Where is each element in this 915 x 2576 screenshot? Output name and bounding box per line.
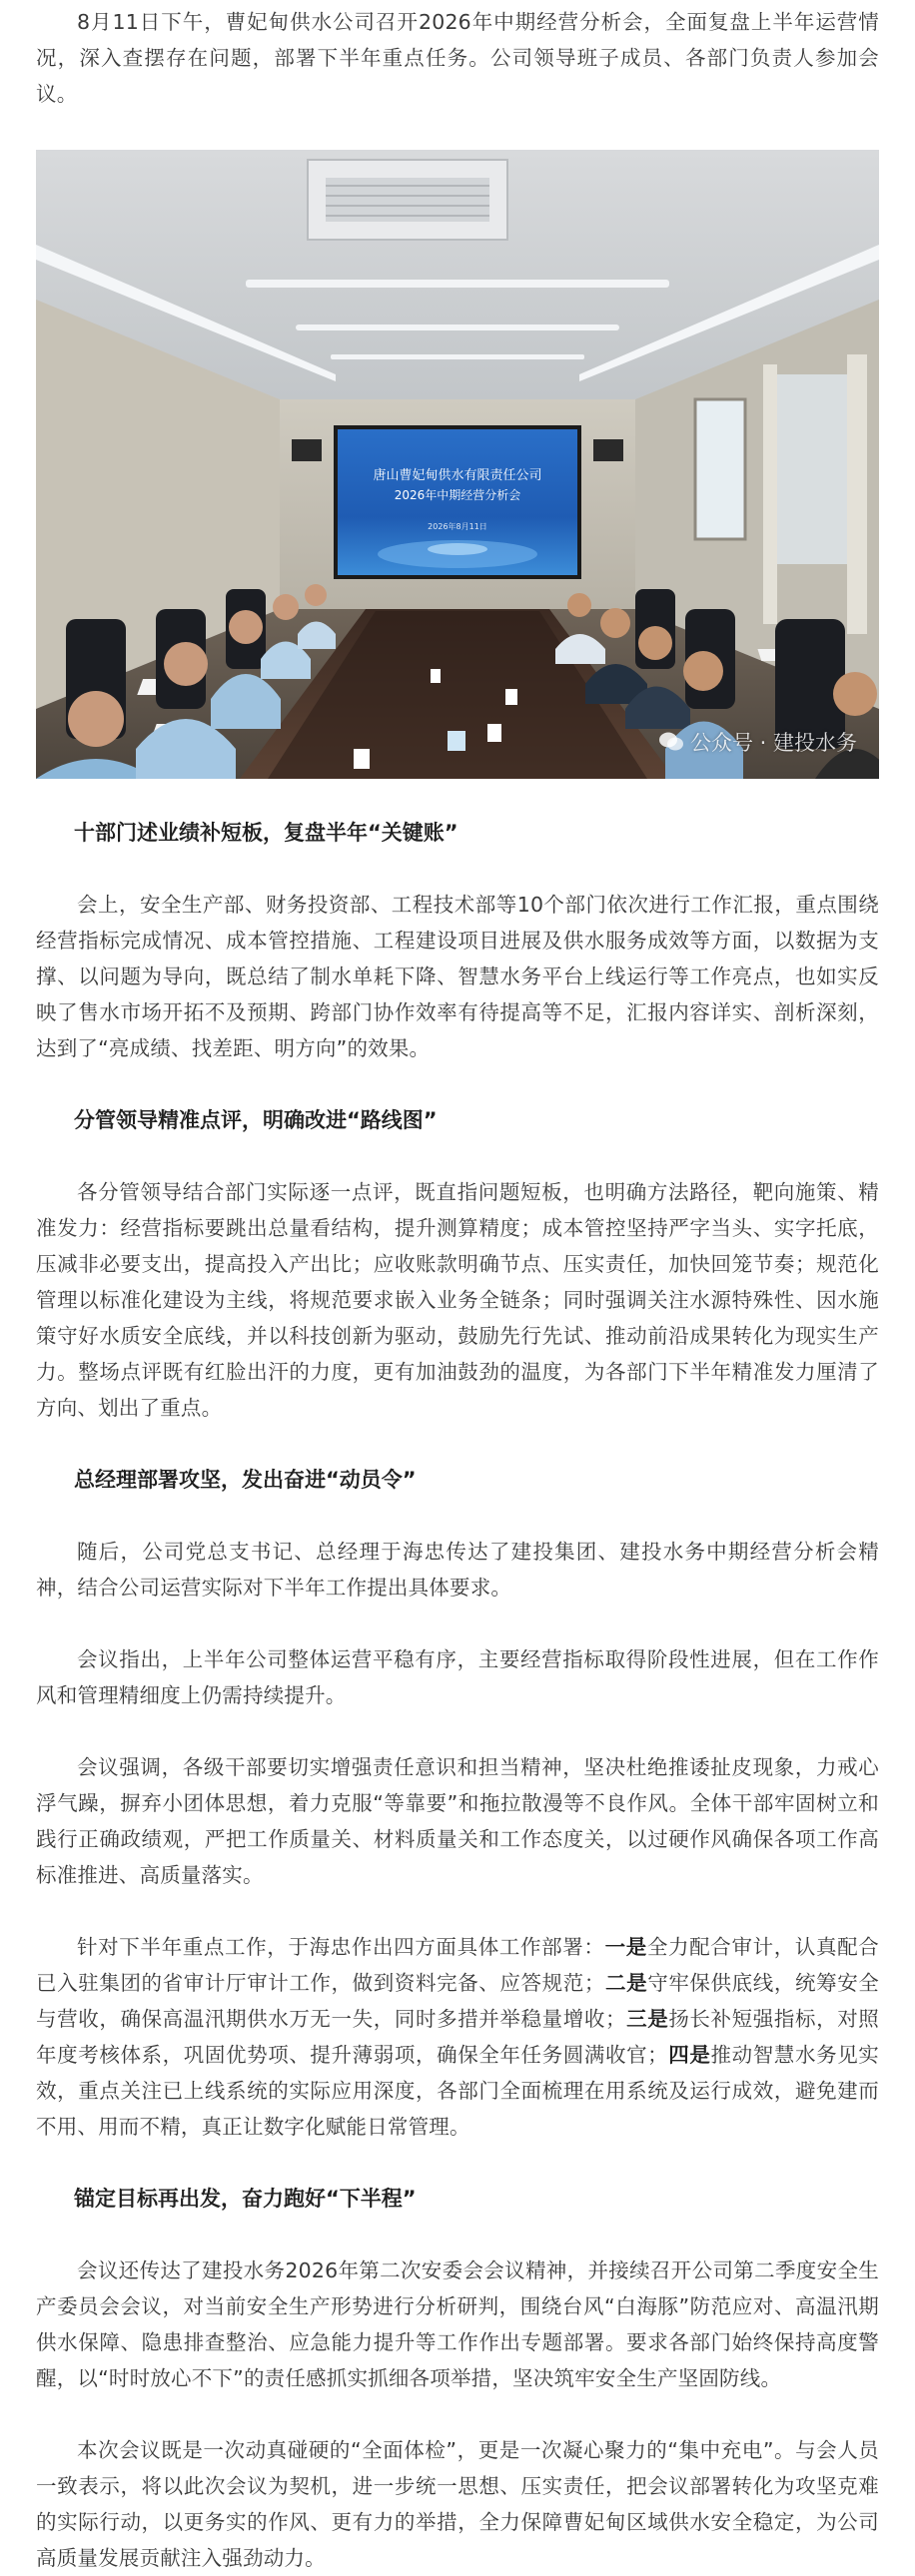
task-label-1: 一是 [604, 1935, 647, 1959]
section-heading-3: 总经理部署攻坚，发出奋进“动员令” [74, 1468, 417, 1492]
task-text-1: 全力配合审计，认真配合已入驻集团的省审计厅审计工作，做到资料完备、应答规范； [36, 1935, 880, 1995]
article-body [0, 4, 915, 2576]
section3-paragraph-2: 会议指出，上半年公司整体运营平稳有序，主要经营指标取得阶段性进展，但在工作作风和管理精细度上仍需持续提升。 [36, 1647, 879, 1707]
task-text-3: 扬长补短强指标，对照年度考核体系，巩固优势项、提升薄弱项，确保全年任务圆满收官； [36, 2007, 880, 2067]
tasks-lead: 针对下半年重点工作，于海忠作出四方面具体工作部署： [77, 1935, 605, 1959]
wechat-icon [658, 731, 684, 753]
section1-paragraph-1: 会上，安全生产部、财务投资部、工程技术部等10个部门依次进行工作汇报，重点围绕经营指标完成情况、成本管控措施、工程建设项目进展及供水服务成效等方面，以数据为支撑、以问题为导向，既总结了制水单耗下降、智慧水务平台上线运行等工作亮点，也如实反映了售水市场开拓不及预期、跨部门协作效率有待提高等不足，汇报内容详实、剖析深刻，达到了“亮成绩、找差距、明方向”的效果。 [36, 893, 879, 1060]
task-label-3: 三是 [625, 2007, 669, 2031]
section3-paragraph-1: 随后，公司党总支书记、总经理于海忠传达了建投集团、建投水务中期经营分析会精神，结合公司运营实际对下半年工作提出具体要求。 [36, 1540, 879, 1600]
task-text-4: 推动智慧水务见实效，重点关注已上线系统的实际应用深度，各部门全面梳理在用系统及运行成效，避免建而不用、用而不精，真正让数字化赋能日常管理。 [36, 2043, 879, 2139]
intro-paragraph: 8月11日下午，曹妃甸供水公司召开2026年中期经营分析会，全面复盘上半年运营情况，深入查摆存在问题，部署下半年重点任务。公司领导班子成员、各部门负责人参加会议。 [36, 10, 879, 106]
section3-paragraph-3: 会议强调，各级干部要切实增强责任意识和担当精神，坚决杜绝推诿扯皮现象，力戒心浮气躁，摒弃小团体思想，着力克服“等靠要”和拖拉散漫等不良作风。全体干部牢固树立和践行正确政绩观，严把工作质量关、材料质量关和工作态度关，以过硬作风确保各项工作高标准推进、高质量落实。 [36, 1755, 879, 1887]
task-label-4: 四是 [667, 2043, 711, 2067]
section-heading-1: 十部门述业绩补短板，复盘半年“关键账” [74, 821, 458, 845]
watermark-text: 公众号 · 建投水务 [689, 731, 857, 755]
task-label-2: 二是 [604, 1971, 648, 1995]
screen-title-line2: 2026年中期经营分析会 [394, 488, 521, 502]
meeting-photo [36, 150, 879, 779]
task-text-2: 守牢保供底线，统筹安全与营收，确保高温汛期供水万无一失，同时多措并举稳量增收； [36, 1971, 880, 2031]
screen-date: 2026年8月11日 [428, 522, 487, 531]
photo-watermark [658, 727, 857, 757]
section4-paragraph-2: 本次会议既是一次动真碰硬的“全面体检”，更是一次凝心聚力的“集中充电”。与会人员一致表示，将以此次会议为契机，进一步统一思想、压实责任，把会议部署转化为攻坚克难的实际行动，以更务实的作风、更有力的举措，全力保障曹妃甸区域供水安全稳定，为公司高质量发展贡献注入强劲动力。 [36, 2438, 879, 2570]
section-heading-2: 分管领导精准点评，明确改进“路线图” [74, 1108, 438, 1132]
section3-task-paragraph [36, 1929, 879, 2145]
section2-paragraph-1: 各分管领导结合部门实际逐一点评，既直指问题短板，也明确方法路径，靶向施策、精准发力：经营指标要跳出总量看结构，提升测算精度；成本管控坚持严字当头、实字托底，压减非必要支出，提高投入产出比；应收账款明确节点、压实责任，加快回笼节奏；规范化管理以标准化建设为主线，将规范要求嵌入业务全链条；同时强调关注水源特殊性、因水施策守好水质安全底线，并以科技创新为驱动，鼓励先行先试、推动前沿成果转化为现实生产力。整场点评既有红脸出汗的力度，更有加油鼓劲的温度，为各部门下半年精准发力厘清了方向、划出了重点。 [36, 1180, 879, 1420]
section-heading-4: 锚定目标再出发，奋力跑好“下半程” [74, 2187, 417, 2211]
screen-title-line1: 唐山曹妃甸供水有限责任公司 [373, 468, 542, 483]
section4-paragraph-1: 会议还传达了建投水务2026年第二次安委会会议精神，并接续召开公司第二季度安全生产委员会会议，对当前安全生产形势进行分析研判，围绕台风“白海豚”防范应对、高温汛期供水保障、隐患排查整治、应急能力提升等工作作出专题部署。要求各部门始终保持高度警醒，以“时时放心不下”的责任感抓实抓细各项举措，坚决筑牢安全生产坚固防线。 [36, 2258, 879, 2390]
